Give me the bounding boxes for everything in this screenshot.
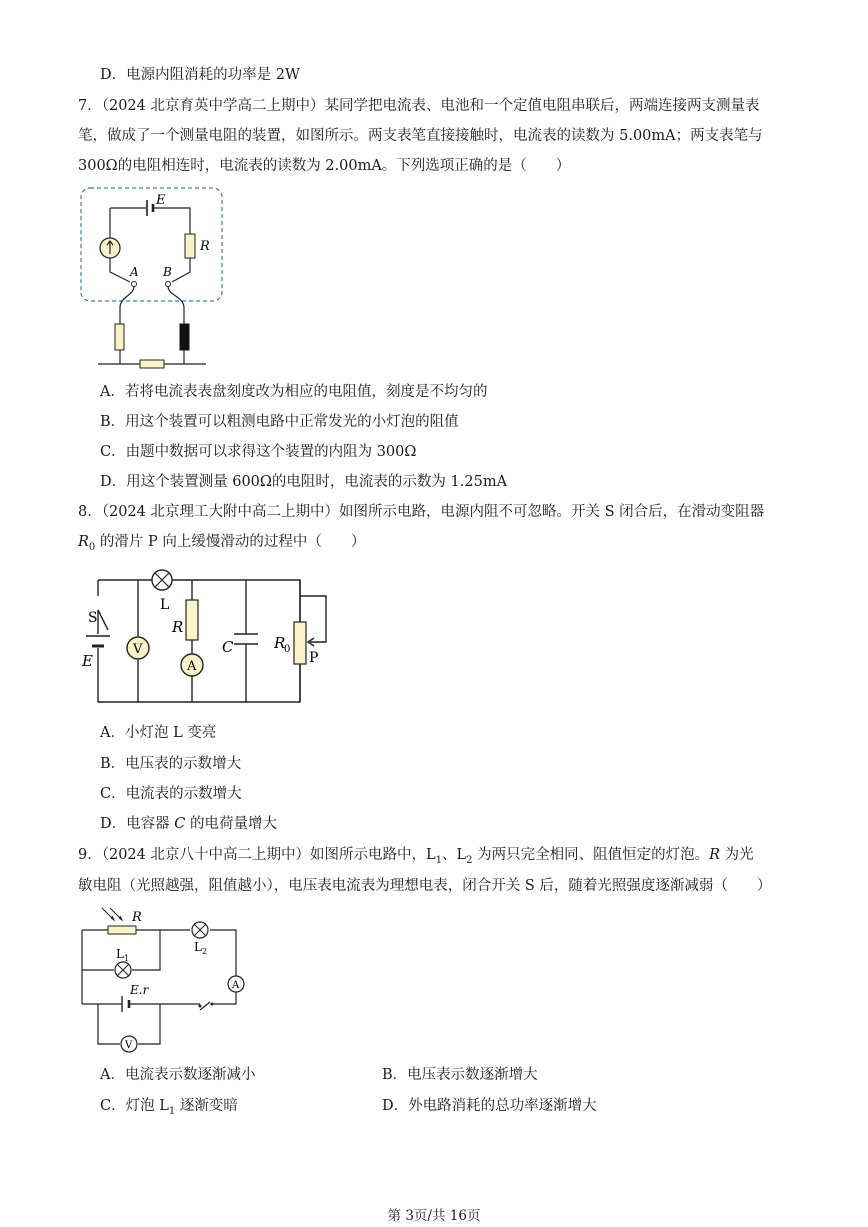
q8-option-b: B．电压表的示数增大 — [100, 756, 242, 772]
q8-stem-line-1: 8．（2024 北京理工大附中高二上期中）如图所示电路，电源内阻不可忽略。开关 S 闭合后，在滑动变阻器 — [78, 504, 765, 520]
label-Er: E.r — [130, 983, 149, 997]
q7-circuit-figure — [80, 186, 225, 376]
label-R0-sub: 0 — [284, 644, 291, 655]
label-R: R — [172, 618, 184, 636]
label-C: C — [222, 638, 234, 656]
label-P: P — [309, 650, 319, 666]
resistor-R — [186, 600, 198, 640]
probe-red — [115, 324, 124, 350]
q8-option-d: D．电容器 C 的电荷量增大 — [100, 816, 277, 832]
q9-option-b: B．电压表示数逐渐增大 — [382, 1067, 538, 1083]
label-L1-sub: 1 — [124, 954, 130, 963]
resistor-R — [185, 234, 195, 258]
label-R: R — [200, 239, 210, 254]
label-L2-sub: 2 — [202, 947, 208, 956]
q9-option-a: A．电流表示数逐渐减小 — [100, 1067, 256, 1083]
q7-option-d: D．用这个装置测量 600Ω的电阻时，电流表的示数为 1.25mA — [100, 474, 508, 490]
test-resistor — [140, 360, 164, 368]
label-L2: L — [194, 940, 202, 954]
label-R: R — [132, 910, 142, 925]
label-S: S — [88, 610, 98, 626]
switch-S — [98, 610, 108, 630]
label-B: B — [163, 265, 172, 279]
q9-option-d: D．外电路消耗的总功率逐渐增大 — [382, 1098, 597, 1114]
label-A: A — [187, 659, 197, 674]
label-L1: L — [116, 947, 124, 961]
label-V: V — [133, 642, 143, 657]
q7-option-a: A．若将电流表表盘刻度改为相应的电阻值，刻度是不均匀的 — [100, 384, 488, 400]
q9-circuit-figure — [76, 906, 246, 1056]
page-footer: 第 3页/共 16页 — [387, 1208, 481, 1224]
q7-stem-line-1: 7．（2024 北京育英中学高二上期中）某同学把电流表、电池和一个定值电阻串联后，两端连接两支测量表 — [78, 98, 760, 114]
q9-stem-line-2: 敏电阻（光照越强，阻值越小），电压表电流表为理想电表，闭合开关 S 后，随着光照强度逐渐减弱（ ） — [78, 878, 772, 894]
probe-black — [180, 324, 189, 350]
label-E: E — [156, 193, 166, 208]
photoresistor-R — [108, 926, 136, 934]
label-V: V — [125, 1040, 133, 1051]
q8-circuit-figure — [80, 566, 335, 711]
label-L: L — [160, 597, 170, 613]
q7-stem-line-2: 笔，做成了一个测量电阻的装置，如图所示。两支表笔直接接触时，电流表的读数为 5.00mA；两支表笔与 — [78, 128, 763, 144]
q7-option-b: B．用这个装置可以粗测电路中正常发光的小灯泡的阻值 — [100, 414, 459, 430]
label-E: E — [82, 652, 93, 670]
q8-stem-line-2: $R_0$ 的滑片 P 向上缓慢滑动的过程中（ ） — [78, 534, 366, 553]
q7-option-c: C．由题中数据可以求得这个装置的内阻为 300Ω — [100, 444, 417, 460]
q8-option-a: A．小灯泡 L 变亮 — [100, 725, 217, 741]
q9-option-c: C．灯泡 $L_1$ 逐渐变暗 — [100, 1098, 238, 1117]
label-A: A — [232, 980, 240, 991]
q6-option-d: D．电源内阻消耗的功率是 2W — [100, 67, 300, 83]
q7-stem-line-3: 300Ω的电阻相连时，电流表的读数为 2.00mA。下列选项正确的是（ ） — [78, 158, 571, 174]
q9-stem-line-1: 9．（2024 北京八十中高二上期中）如图所示电路中，$L_1$、$L_2$ 为两只完全相同、阻值恒定的灯泡。R 为光 — [78, 847, 754, 866]
label-R0: R — [274, 634, 286, 652]
rheostat-R0 — [294, 622, 306, 664]
q8-option-c: C．电流表的示数增大 — [100, 786, 242, 802]
label-A: A — [130, 265, 139, 279]
